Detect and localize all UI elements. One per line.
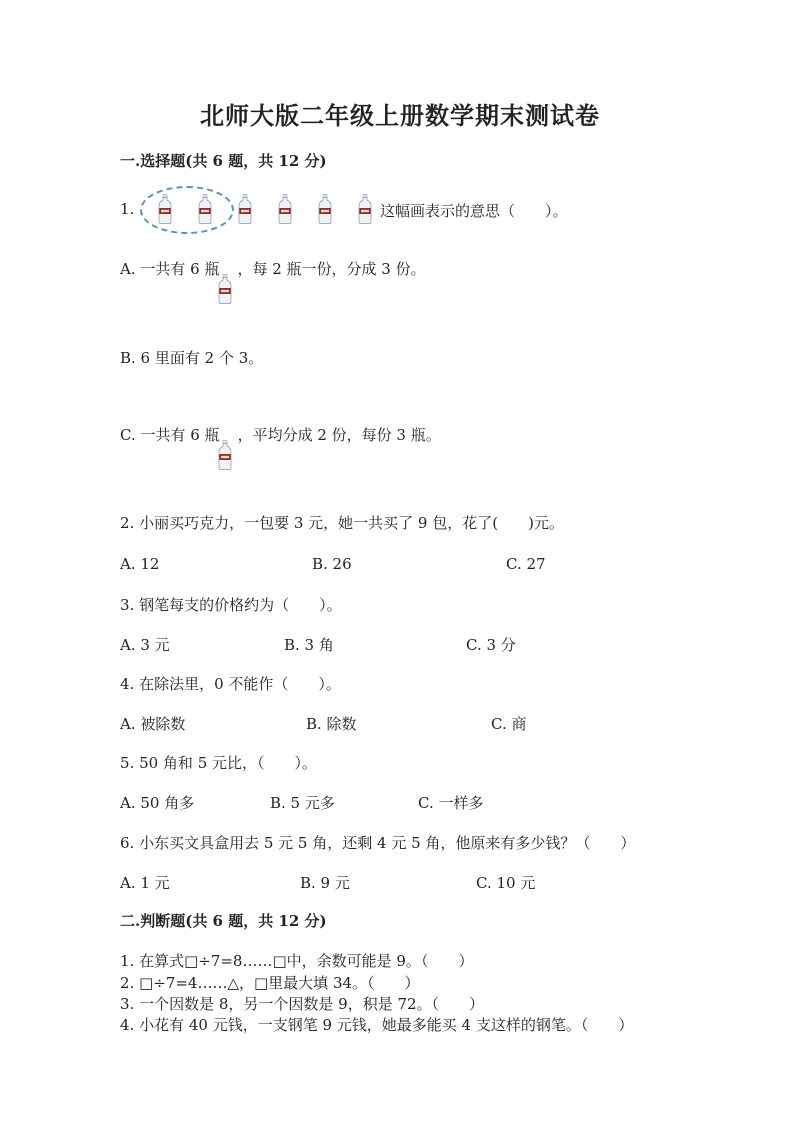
- q4-option-c: C. 商: [491, 715, 527, 733]
- water-bottle-icon: [358, 194, 372, 224]
- q1-option-c: [120, 424, 441, 445]
- option-text: C. 一共有 6 瓶: [120, 426, 220, 444]
- q1-option-a: [120, 258, 426, 279]
- question-4-stem: 4. 在除法里，0 不能作（ ）。: [120, 675, 341, 693]
- q2-option-c: C. 27: [506, 555, 546, 573]
- water-bottle-icon: [318, 194, 332, 224]
- question-1-stem: 这幅画表示的意思（ ）。: [380, 202, 568, 220]
- question-5-stem: 5. 50 角和 5 元比，（ ）。: [120, 754, 318, 772]
- option-text: A. 一共有 6 瓶: [120, 260, 220, 278]
- q1-option-b: B. 6 里面有 2 个 3。: [120, 349, 264, 367]
- section-heading-choice: 一.选择题(共 6 题，共 12 分): [120, 152, 327, 170]
- section-heading-judge: 二.判断题(共 6 题，共 12 分): [120, 912, 327, 930]
- judge-item-3: 3. 一个因数是 8，另一个因数是 9，积是 72。（ ）: [120, 995, 485, 1013]
- q2-option-a: A. 12: [120, 555, 160, 573]
- page-title: 北师大版二年级上册数学期末测试卷: [200, 101, 600, 130]
- judge-item-2: 2. □÷7=4……△，□里最大填 34。（ ）: [120, 974, 420, 992]
- q6-option-b: B. 9 元: [300, 874, 350, 892]
- option-text: ，平均分成 2 份，每份 3 瓶。: [237, 426, 441, 444]
- question-1-number: 1.: [120, 200, 135, 218]
- water-bottle-icon: [218, 274, 232, 304]
- q6-option-a: A. 1 元: [120, 874, 170, 892]
- q5-option-c: C. 一样多: [418, 794, 484, 812]
- q6-option-c: C. 10 元: [476, 874, 536, 892]
- dashed-grouping-ellipse: [140, 186, 234, 234]
- water-bottle-icon: [238, 194, 252, 224]
- water-bottle-icon: [198, 194, 212, 224]
- water-bottle-icon: [158, 194, 172, 224]
- q3-option-b: B. 3 角: [284, 636, 334, 654]
- judge-item-4: 4. 小花有 40 元钱，一支钢笔 9 元钱，她最多能买 4 支这样的钢笔。（ ）: [120, 1016, 634, 1034]
- q3-option-a: A. 3 元: [120, 636, 170, 654]
- q5-option-b: B. 5 元多: [270, 794, 335, 812]
- q2-option-b: B. 26: [312, 555, 352, 573]
- question-6-stem: 6. 小东买文具盒用去 5 元 5 角，还剩 4 元 5 角，他原来有多少钱？（ ）: [120, 834, 636, 852]
- q4-option-b: B. 除数: [306, 715, 357, 733]
- q3-option-c: C. 3 分: [466, 636, 516, 654]
- q5-option-a: A. 50 角多: [120, 794, 195, 812]
- option-text: ，每 2 瓶一份，分成 3 份。: [237, 260, 426, 278]
- water-bottle-icon: [278, 194, 292, 224]
- judge-item-1: 1. 在算式□÷7=8……□中，余数可能是 9。（ ）: [120, 952, 474, 970]
- q4-option-a: A. 被除数: [120, 715, 186, 733]
- question-3-stem: 3. 钢笔每支的价格约为（ ）。: [120, 596, 342, 614]
- question-2-stem: 2. 小丽买巧克力，一包要 3 元，她一共买了 9 包，花了( )元。: [120, 514, 564, 532]
- water-bottle-icon: [218, 440, 232, 470]
